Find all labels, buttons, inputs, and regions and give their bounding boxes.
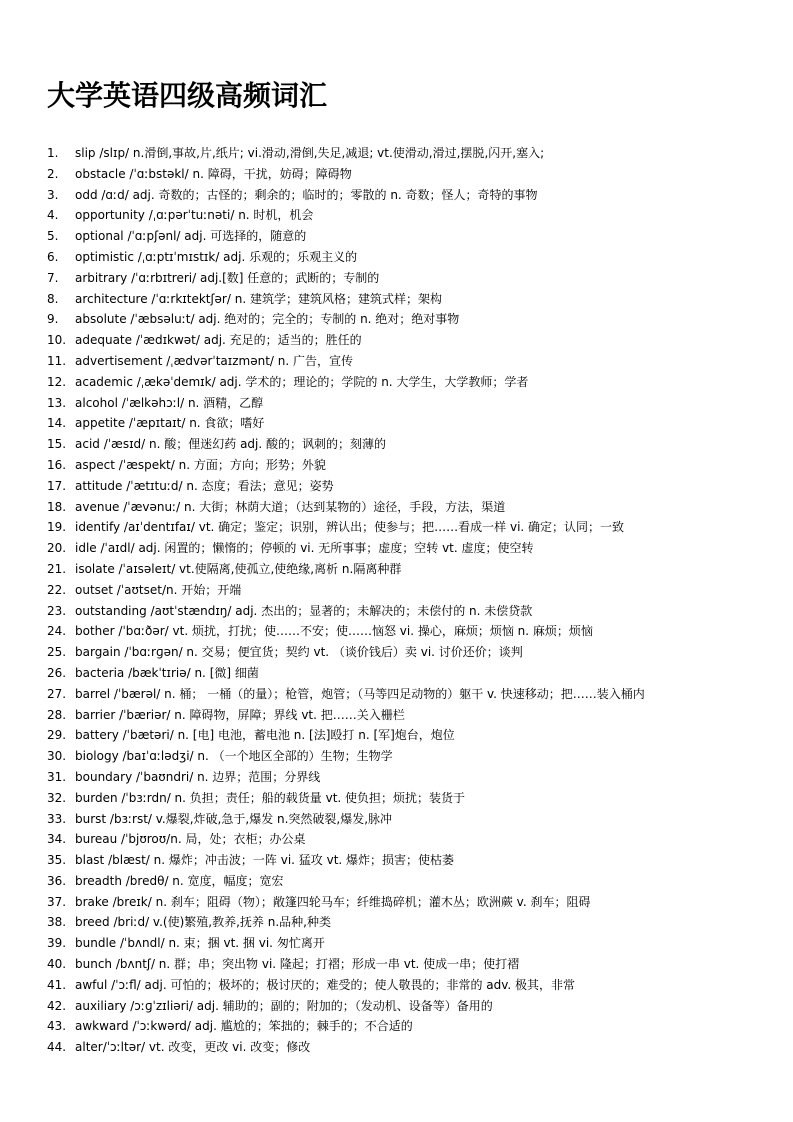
entry-number: 17. — [47, 478, 67, 493]
entry-number: 37. — [47, 894, 67, 909]
list-item — [47, 205, 767, 226]
entry-text: biology /baɪˈɑːlədʒi/ n. （一个地区全部的）生物；生物学 — [75, 749, 393, 764]
entry-text: brake /breɪk/ n. 刹车；阻碍（物）；敞篷四轮马车；纤维捣碎机；灌木丛；欧洲蕨 v. 刹车；阻碍 — [75, 894, 591, 909]
entry-number: 36. — [47, 873, 67, 888]
entry-number: 14. — [47, 416, 67, 431]
list-item — [47, 1037, 767, 1058]
entry-number: 18. — [47, 499, 67, 514]
list-item — [47, 975, 767, 996]
list-item — [47, 580, 767, 601]
entry-text: opportunity /ˌɑːpərˈtuːnəti/ n. 时机，机会 — [75, 208, 314, 223]
entry-text: alcohol /ˈælkəhɔːl/ n. 酒精，乙醇 — [75, 395, 264, 410]
entry-text: awkward /ˈɔːkwərd/ adj. 尴尬的；笨拙的；棘手的；不合适的 — [75, 1019, 413, 1034]
entry-number: 1. — [47, 146, 59, 160]
list-item — [47, 871, 767, 892]
entry-text: idle /ˈaɪdl/ adj. 闲置的；懒惰的；停顿的 vi. 无所事事；虚度；空转 vt. 虚度；使空转 — [75, 541, 534, 556]
entry-text: appetite /ˈæpɪtaɪt/ n. 食欲；嗜好 — [75, 416, 265, 431]
entry-text: identify /aɪˈdentɪfaɪ/ vt. 确定；鉴定；识别，辨认出；使参与；把……看成一样 vi. 确定；认同；一致 — [75, 520, 625, 535]
entry-number: 4. — [47, 208, 59, 223]
entry-text: avenue /ˈævənuː/ n. 大街；林荫大道；（达到某物的）途径，手段，方法，渠道 — [75, 499, 506, 514]
list-item — [47, 1016, 767, 1037]
entry-number: 33. — [47, 811, 67, 826]
list-item — [47, 954, 767, 975]
list-item — [47, 850, 767, 871]
list-item — [47, 351, 767, 372]
entry-number: 11. — [47, 353, 67, 368]
entry-number: 25. — [47, 645, 67, 660]
entry-number: 2. — [47, 166, 59, 181]
list-item — [47, 788, 767, 809]
entry-text: bacteria /bækˈtɪriə/ n. [微] 细菌 — [75, 665, 259, 680]
list-item — [47, 642, 767, 663]
entry-number: 39. — [47, 936, 67, 951]
entry-number: 40. — [47, 957, 67, 972]
entry-text: isolate /ˈaɪsəleɪt/ vt.使隔离,使孤立,使绝缘,离析 n.隔离种群 — [75, 561, 402, 576]
entry-text: outstanding /aʊtˈstændɪŋ/ adj. 杰出的；显著的；未解决的；未偿付的 n. 未偿贷款 — [75, 603, 533, 618]
list-item — [47, 434, 767, 455]
list-item — [47, 892, 767, 913]
entry-number: 35. — [47, 853, 67, 868]
entry-number: 8. — [47, 291, 59, 306]
list-item — [47, 413, 767, 434]
entry-number: 19. — [47, 520, 67, 535]
entry-number: 21. — [47, 561, 67, 576]
entry-text: aspect /ˈæspekt/ n. 方面；方向；形势；外貌 — [75, 457, 326, 472]
entry-text: blast /blæst/ n. 爆炸；冲击波；一阵 vi. 猛攻 vt. 爆炸；损害；使枯萎 — [75, 853, 455, 868]
entry-number: 42. — [47, 998, 67, 1013]
entry-text: advertisement /ˌædvərˈtaɪzmənt/ n. 广告，宣传 — [75, 353, 354, 368]
entry-number: 7. — [47, 270, 59, 285]
entry-text: barrier /ˈbæriər/ n. 障碍物，屏障；界线 vt. 把……关入栅栏 — [75, 707, 405, 722]
entry-number: 15. — [47, 437, 67, 452]
entry-number: 31. — [47, 769, 67, 784]
list-item — [47, 476, 767, 497]
entry-number: 3. — [47, 187, 59, 202]
entry-number: 9. — [47, 312, 59, 327]
entry-text: alter/ˈɔːltər/ vt. 改变，更改 vi. 改变；修改 — [75, 1040, 311, 1055]
entry-number: 43. — [47, 1019, 67, 1034]
entry-number: 26. — [47, 665, 67, 680]
entry-number: 5. — [47, 229, 59, 244]
entry-number: 23. — [47, 603, 67, 618]
list-item — [47, 559, 767, 580]
entry-number: 41. — [47, 977, 67, 992]
list-item — [47, 621, 767, 642]
entry-text: boundary /ˈbaʊndri/ n. 边界；范围；分界线 — [75, 769, 321, 784]
entry-text: acid /ˈæsɪd/ n. 酸；俚迷幻药 adj. 酸的；讽刺的；刻薄的 — [75, 437, 387, 452]
list-item — [47, 996, 767, 1017]
entry-number: 44. — [47, 1040, 67, 1055]
list-item — [47, 185, 767, 206]
entry-text: optimistic /ˌɑːptɪˈmɪstɪk/ adj. 乐观的；乐观主义的 — [75, 249, 358, 264]
entry-text: bundle /ˈbʌndl/ n. 束；捆 vt. 捆 vi. 匆忙离开 — [75, 936, 325, 951]
entry-number: 30. — [47, 749, 67, 764]
list-item — [47, 933, 767, 954]
list-item — [47, 143, 767, 164]
list-item — [47, 226, 767, 247]
list-item — [47, 767, 767, 788]
list-item — [47, 247, 767, 268]
entry-number: 20. — [47, 541, 67, 556]
entry-text: optional /ˈɑːpʃənl/ adj. 可选择的，随意的 — [75, 229, 307, 244]
entry-text: attitude /ˈætɪtuːd/ n. 态度；看法；意见；姿势 — [75, 478, 334, 493]
entry-number: 34. — [47, 832, 67, 847]
entry-text: academic /ˌækəˈdemɪk/ adj. 学术的；理论的；学院的 n. 大学生，大学教师；学者 — [75, 374, 529, 389]
list-item — [47, 497, 767, 518]
list-item — [47, 309, 767, 330]
list-item — [47, 809, 767, 830]
entry-text: slip /slɪp/ n.滑倒,事故,片,纸片; vi.滑动,滑倒,失足,减退; vt.使滑动,滑过,摆脱,闪开,塞入; — [75, 146, 545, 160]
list-item — [47, 164, 767, 185]
list-item — [47, 393, 767, 414]
entry-number: 24. — [47, 624, 67, 639]
entry-text: burst /bɜːrst/ v.爆裂,炸破,急于,爆发 n.突然破裂,爆发,脉冲 — [75, 811, 393, 826]
entry-text: bunch /bʌntʃ/ n. 群；串；突出物 vi. 隆起；打褶；形成一串 vt. 使成一串；使打褶 — [75, 957, 520, 972]
list-item — [47, 912, 767, 933]
entry-text: barrel /ˈbærəl/ n. 桶； 一桶（的量）；枪管，炮管；（马等四足动物的）躯干 v. 快速移动；把……装入桶内 — [75, 686, 645, 701]
list-item — [47, 601, 767, 622]
entry-number: 29. — [47, 728, 67, 743]
list-item — [47, 538, 767, 559]
entry-text: battery /ˈbætəri/ n. [电] 电池，蓄电池 n. [法]殴打 n. [军]炮台，炮位 — [75, 728, 455, 743]
entry-number: 13. — [47, 395, 67, 410]
list-item — [47, 663, 767, 684]
entry-number: 32. — [47, 790, 67, 805]
list-item — [47, 455, 767, 476]
list-item — [47, 684, 767, 705]
list-item — [47, 289, 767, 310]
entry-number: 28. — [47, 707, 67, 722]
entry-number: 22. — [47, 582, 67, 597]
entry-text: auxiliary /ɔːɡˈzɪliəri/ adj. 辅助的；副的；附加的；（发动机、设备等）备用的 — [75, 998, 493, 1013]
entry-number: 6. — [47, 249, 59, 264]
list-item — [47, 829, 767, 850]
list-item — [47, 725, 767, 746]
list-item — [47, 268, 767, 289]
list-item — [47, 330, 767, 351]
entry-text: breed /briːd/ v.(使)繁殖,教养,抚养 n.品种,种类 — [75, 915, 331, 930]
entry-number: 16. — [47, 457, 67, 472]
entry-number: 12. — [47, 374, 67, 389]
entry-text: bargain /ˈbɑːrɡən/ n. 交易；便宜货；契约 vt. （谈价钱后）卖 vi. 讨价还价；谈判 — [75, 645, 523, 660]
entry-text: burden /ˈbɜːrdn/ n. 负担；责任；船的载货量 vt. 使负担；烦扰；装货于 — [75, 790, 466, 805]
entry-number: 27. — [47, 686, 67, 701]
entry-text: bother /ˈbɑːðər/ vt. 烦扰，打扰；使……不安；使……恼怒 vi. 操心，麻烦；烦恼 n. 麻烦；烦恼 — [75, 624, 593, 639]
entry-text: breadth /bredθ/ n. 宽度，幅度；宽宏 — [75, 873, 284, 888]
entry-text: awful /ˈɔːfl/ adj. 可怕的；极坏的；极讨厌的；难受的；使人敬畏的；非常的 adv. 极其，非常 — [75, 977, 576, 992]
entry-text: obstacle /ˈɑːbstəkl/ n. 障碍，干扰，妨碍；障碍物 — [75, 166, 352, 181]
entry-text: arbitrary /ˈɑːrbɪtreri/ adj.[数] 任意的；武断的；专制的 — [75, 270, 380, 285]
entry-number: 10. — [47, 333, 67, 348]
entry-text: adequate /ˈædɪkwət/ adj. 充足的；适当的；胜任的 — [75, 333, 362, 348]
list-item — [47, 746, 767, 767]
entry-text: outset /ˈaʊtset/n. 开始；开端 — [75, 582, 242, 597]
entry-text: architecture /ˈɑːrkɪtektʃər/ n. 建筑学；建筑风格；建筑式样；架构 — [75, 291, 442, 306]
list-item — [47, 705, 767, 726]
entry-text: bureau /ˈbjʊroʊ/n. 局，处；衣柜；办公桌 — [75, 832, 306, 847]
list-item — [47, 517, 767, 538]
page-title: 大学英语四级高频词汇 — [47, 79, 328, 112]
vocabulary-list — [47, 143, 767, 1058]
entry-text: odd /ɑːd/ adj. 奇数的；古怪的；剩余的；临时的；零散的 n. 奇数；怪人；奇特的事物 — [75, 187, 538, 202]
entry-text: absolute /ˈæbsəluːt/ adj. 绝对的；完全的；专制的 n. 绝对；绝对事物 — [75, 312, 460, 327]
entry-number: 38. — [47, 915, 67, 930]
list-item — [47, 372, 767, 393]
